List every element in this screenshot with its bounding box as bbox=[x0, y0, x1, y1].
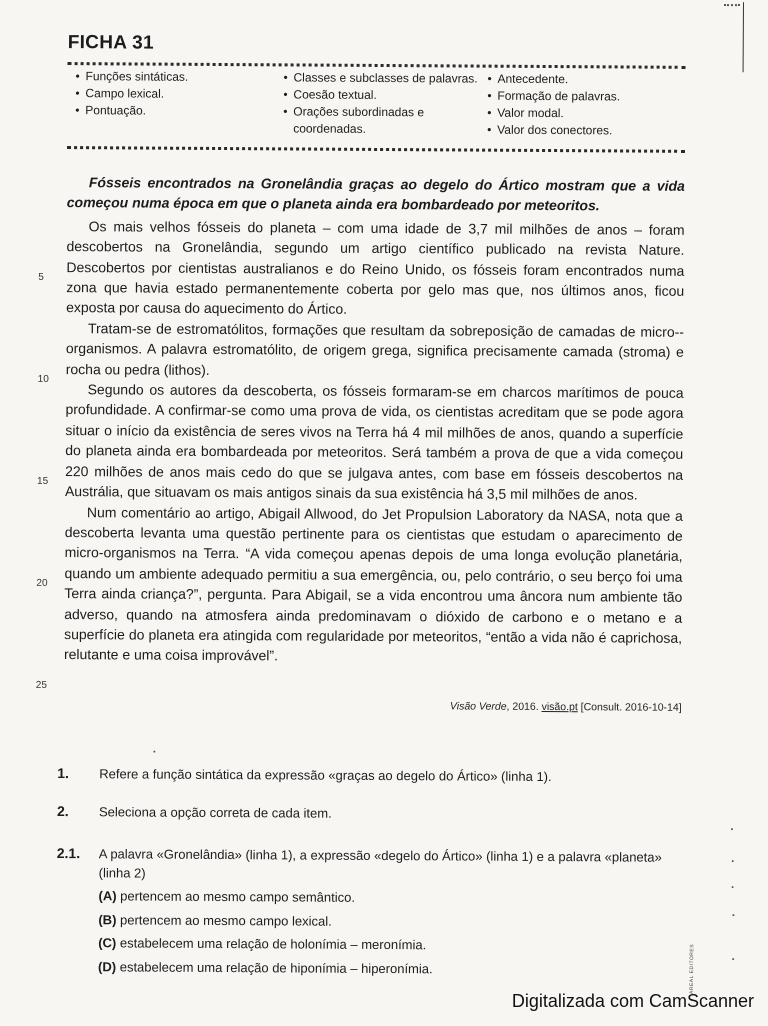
option-a[interactable]: (A) pertencem ao mesmo campo semântico. bbox=[98, 888, 356, 905]
question-number: 2.1. bbox=[56, 845, 81, 862]
topics-column-3 bbox=[487, 71, 685, 140]
scan-speck bbox=[732, 914, 734, 916]
article-paragraph: Segundo os autores da descoberta, os fósseis formaram-se em charcos marítimos de pouca profundidade. A confirmar-se como uma prova de vida, os cientistas acreditam que se pode agora situar o início da existência de seres vivos na Terra há 4 mil milhões de anos, quando a superfície do planeta ainda era bombardeada por meteoritos. Será também a prova de que a vida começou 220 milhões de anos mais cedo do que se julgava antes, com base em fósseis descobertos na Austrália, que situavam os mais antigos sinais da sua existência há 3,5 mil milhões de anos. bbox=[64, 381, 684, 503]
page-edge-mark bbox=[721, 2, 744, 72]
option-c[interactable]: (C) estabelecem uma relação de holonímia – meronímia. bbox=[98, 935, 427, 953]
camscanner-watermark: Digitalizada com CamScanner bbox=[511, 991, 754, 1011]
source-consult-date: [Consult. 2016-10-14] bbox=[577, 701, 682, 714]
question-2 bbox=[0, 802, 763, 829]
source-link[interactable]: visão.pt bbox=[541, 700, 578, 714]
scan-speck bbox=[731, 828, 733, 830]
line-number: 25 bbox=[35, 679, 47, 691]
page-corner-dots bbox=[724, 4, 740, 12]
scan-speck bbox=[732, 860, 734, 862]
topic-item: • Valor modal. bbox=[487, 105, 685, 123]
topic-item: • Campo lexical. bbox=[75, 85, 265, 103]
article-paragraph: Tratam-se de estromatólitos, formações que resultam da sobreposição de camadas de micro--organismos. A palavra estromatólito, de origem grega, significa precisamente camada (stroma) e rocha ou pedra (lithos). bbox=[65, 320, 685, 378]
topic-item: • Coesão textual. bbox=[283, 86, 479, 104]
question-text: Seleciona a opção correta de cada item. bbox=[98, 804, 332, 821]
topics-column-2 bbox=[283, 69, 479, 138]
option-b[interactable]: (B) pertencem ao mesmo campo lexical. bbox=[98, 911, 332, 929]
source-publication: Visão Verde bbox=[449, 700, 507, 713]
article-paragraph: Num comentário ao artigo, Abigail Allwood, do Jet Propulsion Laboratory da NASA, nota que a descoberta levanta uma questão pertinente para os cientistas que estudam o aparecimento de micro-organismos na Terra. “A vida começou apenas depois de uma longa evolução planetária, quando um ambiente adequado permitiu a sua emergência, ou, pelo contrário, o seu berço foi uma Terra ainda criança?”, pergunta. Para Abigail, se a vida encontrou uma âncora num ambiente tão adverso, quando na atmosfera ainda predominavam o dióxido de carbono e o metano e a superfície do planeta era atingida com regularidade por meteoritos, “então a vida não é caprichosa, relutante e uma coisa improvável”. bbox=[63, 503, 683, 664]
scan-speck bbox=[732, 958, 734, 960]
topic-item: • Classes e subclasses de palavras. bbox=[283, 69, 479, 87]
source-citation bbox=[450, 700, 682, 713]
scan-speck bbox=[732, 886, 734, 888]
source-year: , 2016. bbox=[506, 700, 542, 713]
question-1 bbox=[0, 764, 763, 791]
topic-item: • Formação de palavras. bbox=[487, 88, 685, 106]
topic-item: • Pontuação. bbox=[75, 102, 265, 120]
option-d[interactable]: (D) estabelecem uma relação de hiponímia – hiperonímia. bbox=[98, 958, 433, 976]
question-text: A palavra «Gronelândia» (linha 1), a expressão «degelo do Ártico» (linha 1) e a palavra «planeta» (linha 2) bbox=[98, 846, 662, 881]
article-lead: Fósseis encontrados na Gronelândia graças ao degelo do Ártico mostram que a vida começou numa época em que o planeta ainda era bombardeado por meteoritos. bbox=[66, 174, 685, 214]
line-number: 10 bbox=[37, 373, 49, 385]
scan-speck bbox=[153, 751, 155, 753]
answer-options bbox=[98, 884, 659, 981]
line-number: 20 bbox=[36, 577, 48, 589]
article-paragraph: Os mais velhos fósseis do planeta – com uma idade de 3,7 mil milhões de anos – foram descobertos na Gronelândia, segundo um artigo científico publicado na revista Nature. Descobertos por cientistas australianos e do Reino Unido, os fósseis foram encontrados numa zona que havia estado permanentemente coberta por gelo mas que, nos últimos anos, ficou exposta por causa do aquecimento do Ártico. bbox=[66, 218, 685, 318]
question-number: 2. bbox=[56, 803, 69, 820]
line-number: 5 bbox=[38, 271, 44, 283]
topic-item: • Antecedente. bbox=[487, 71, 685, 89]
line-number: 15 bbox=[37, 475, 49, 487]
article-text bbox=[35, 172, 685, 691]
dotted-divider-bottom bbox=[67, 146, 685, 153]
topics-column-1 bbox=[75, 68, 265, 120]
question-number: 1. bbox=[57, 765, 70, 782]
topic-item: • Valor dos conectores. bbox=[487, 122, 685, 140]
question-text: Refere a função sintática da expressão «graças ao degelo do Ártico» (linha 1). bbox=[99, 766, 552, 785]
worksheet-title: FICHA 31 bbox=[67, 32, 154, 54]
topic-item: • Orações subordinadas e coordenadas. bbox=[283, 103, 479, 138]
publisher-side-text: AREAL EDITORES bbox=[688, 943, 696, 994]
topic-item: • Funções sintáticas. bbox=[75, 68, 265, 86]
